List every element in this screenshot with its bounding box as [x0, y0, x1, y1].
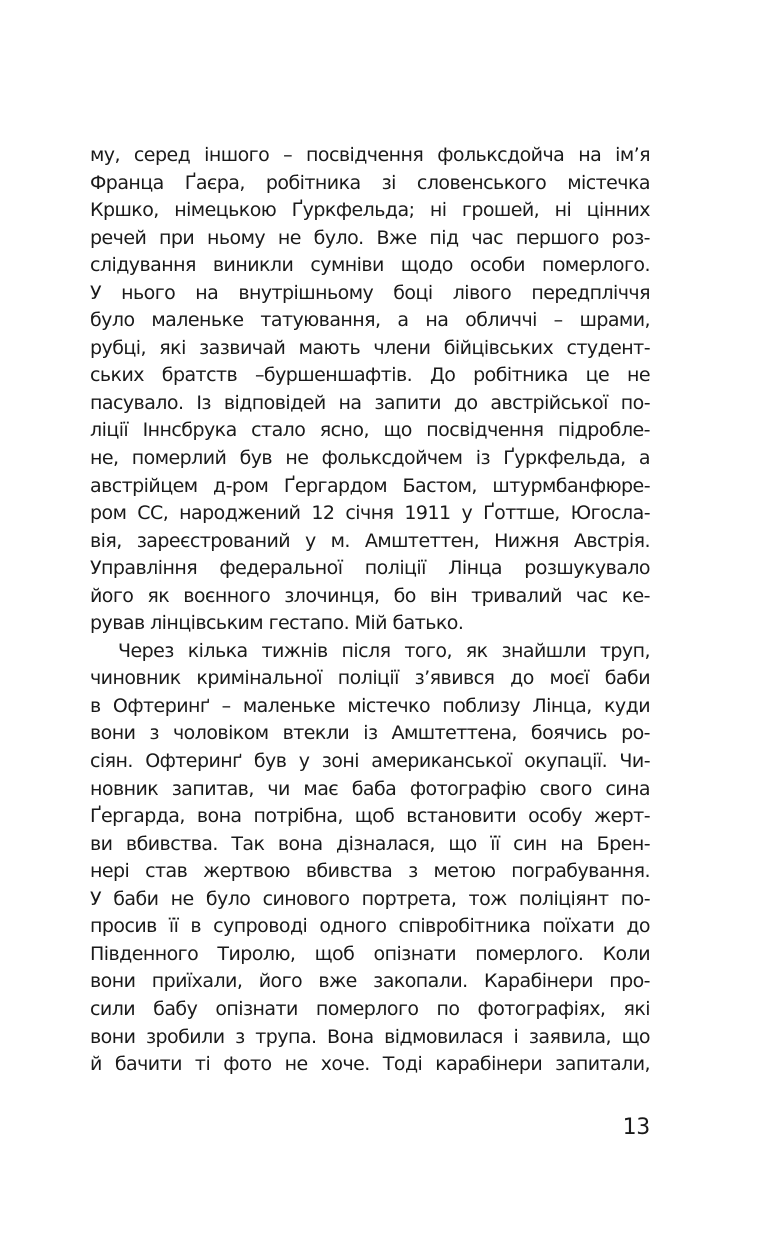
- page-number: 13: [622, 1115, 650, 1140]
- text-line: чиновник кримінальної поліції з’явився до моєї баби: [90, 667, 650, 690]
- text-line: новник запитав, чи має баба фотографію свого сина: [90, 777, 650, 800]
- text-line: вони приїхали, його вже закопали. Карабінери про-: [90, 970, 650, 993]
- text-line: ви вбивства. Так вона дізналася, що її син на Брен-: [90, 832, 650, 855]
- text-line: пасувало. Із відповідей на запити до австрійської по-: [90, 391, 650, 414]
- text-line: ром СС, народжений 12 січня 1911 у Ґоттше, Югосла-: [90, 502, 650, 525]
- text-line: сіян. Офтеринґ був у зоні американської окупації. Чи-: [90, 750, 650, 773]
- text-line: Ґергарда, вона потрібна, щоб встановити особу жерт-: [90, 805, 650, 828]
- text-line: Франца Ґаєра, робітника зі словенського містечка: [90, 171, 650, 194]
- text-line: вони з чоловіком втекли із Амштеттена, боячись ро-: [90, 722, 650, 745]
- text-line: його як воєнного злочинця, бо він тривалий час ке-: [90, 584, 650, 607]
- text-line: ліції Іннсбрука стало ясно, що посвідчення підробле-: [90, 419, 650, 442]
- paragraph-first-line: Через кілька тижнів після того, як знайшли труп,: [118, 639, 650, 662]
- text-line: Південного Тиролю, щоб опізнати померлого. Коли: [90, 942, 650, 965]
- page-text: [90, 142, 650, 1079]
- text-line: австрійцем д-ром Ґергардом Бастом, штурмбанфюре-: [90, 474, 650, 497]
- text-line: ських братств –буршеншафтів. До робітника це не: [90, 364, 650, 387]
- text-line: вони зробили з трупа. Вона відмовилася і заявила, що: [90, 1025, 650, 1048]
- text-line: вія, зареєстрований у м. Амштеттен, Нижня Австрія.: [90, 529, 650, 552]
- text-line: Кршко, німецькою Ґуркфельда; ні грошей, ні цінних: [90, 199, 650, 222]
- text-line: му, серед іншого – посвідчення фольксдойча на ім’я: [90, 144, 650, 166]
- text-line: Управління федеральної поліції Лінца розшукувало: [90, 557, 650, 580]
- text-line: в Офтеринґ – маленьке містечко поблизу Лінца, куди: [90, 694, 650, 717]
- text-line: не, померлий був не фольксдойчем із Ґуркфельда, а: [90, 447, 650, 470]
- text-line: було маленьке татуювання, а на обличчі – шрами,: [90, 309, 650, 332]
- text-line: У нього на внутрішньому боці лівого передпліччя: [90, 281, 650, 304]
- text-line: й бачити ті фото не хоче. Тоді карабінери запитали,: [90, 1053, 650, 1076]
- text-line: нері став жертвою вбивства з метою пограбування.: [90, 860, 650, 883]
- text-line: рубці, які зазвичай мають члени бійцівських студент-: [90, 336, 650, 359]
- text-line: сили бабу опізнати померлого по фотографіях, які: [90, 997, 650, 1020]
- paragraph-end-line: рував лінцівським гестапо. Мій батько.: [90, 612, 464, 635]
- text-line: У баби не було синового портрета, тож поліціянт по-: [90, 887, 650, 910]
- text-line: просив її в супроводі одного співробітника поїхати до: [90, 915, 650, 938]
- text-line: речей при ньому не було. Вже під час першого роз-: [90, 226, 650, 249]
- text-line: слідування виникли сумніви щодо особи померлого.: [90, 254, 650, 277]
